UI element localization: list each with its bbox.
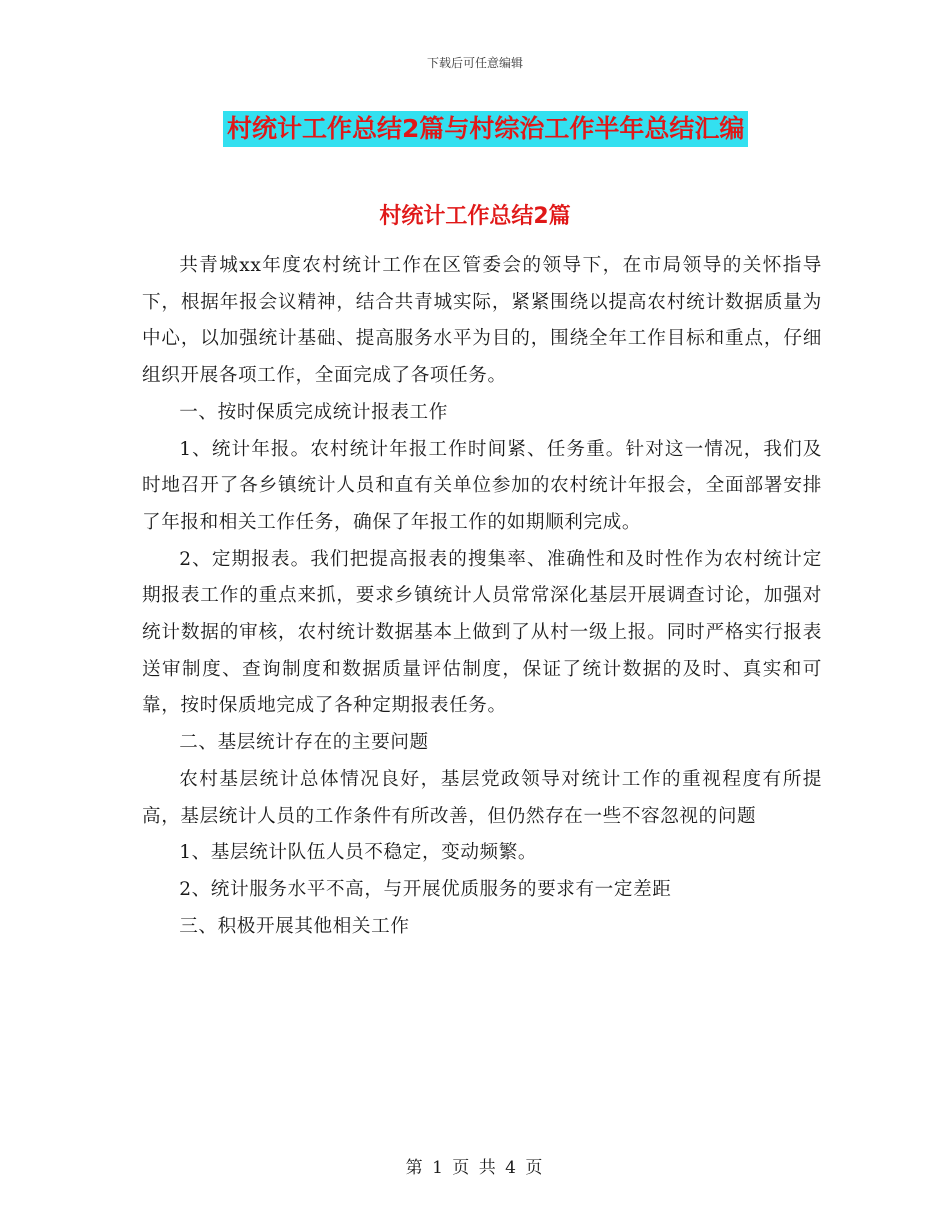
header-note: 下载后可任意编辑 (426, 56, 523, 70)
page-footer: 第 1 页 共 4 页 (405, 1158, 545, 1178)
paragraph: 2、定期报表。我们把提高报表的搜集率、准确性和及时性作为农村统计定期报表工作的重点来抓，要求乡镇统计人员常常深化基层开展调查讨论，加强对统计数据的审核，农村统计数据基本上做到了从村一级上报。同时严格实行报表送审制度、查询制度和数据质量评估制度，保证了统计数据的及时、真实和可靠，按时保质地完成了各种定期报表任务。 (142, 548, 822, 717)
paragraph: 1、基层统计队伍人员不稳定，变动频繁。 (179, 842, 538, 864)
paragraph: 农村基层统计总体情况良好，基层党政领导对统计工作的重视程度有所提高，基层统计人员的工作条件有所改善，但仍然存在一些不容忽视的问题 (142, 768, 822, 827)
paragraph: 二、基层统计存在的主要问题 (179, 732, 429, 754)
document-title: 村统计工作总结2篇与村综治工作半年总结汇编 (223, 111, 748, 147)
paragraph: 2、统计服务水平不高，与开展优质服务的要求有一定差距 (179, 878, 672, 900)
section-title: 村统计工作总结2篇 (379, 204, 571, 229)
paragraph: 1、统计年报。农村统计年报工作时间紧、任务重。针对这一情况，我们及时地召开了各乡镇统计人员和直有关单位参加的农村统计年报会，全面部署安排了年报和相关工作任务，确保了年报工作的如期顺利完成。 (142, 438, 822, 533)
document-body (142, 248, 822, 945)
paragraph: 一、按时保质完成统计报表工作 (179, 401, 448, 423)
paragraph: 三、积极开展其他相关工作 (179, 915, 410, 937)
paragraph: 共青城xx年度农村统计工作在区管委会的领导下，在市局领导的关怀指导下，根据年报会议精神，结合共青城实际，紧紧围绕以提高农村统计数据质量为中心，以加强统计基础、提高服务水平为目的，围绕全年工作目标和重点，仔细组织开展各项工作，全面完成了各项任务。 (142, 255, 822, 387)
